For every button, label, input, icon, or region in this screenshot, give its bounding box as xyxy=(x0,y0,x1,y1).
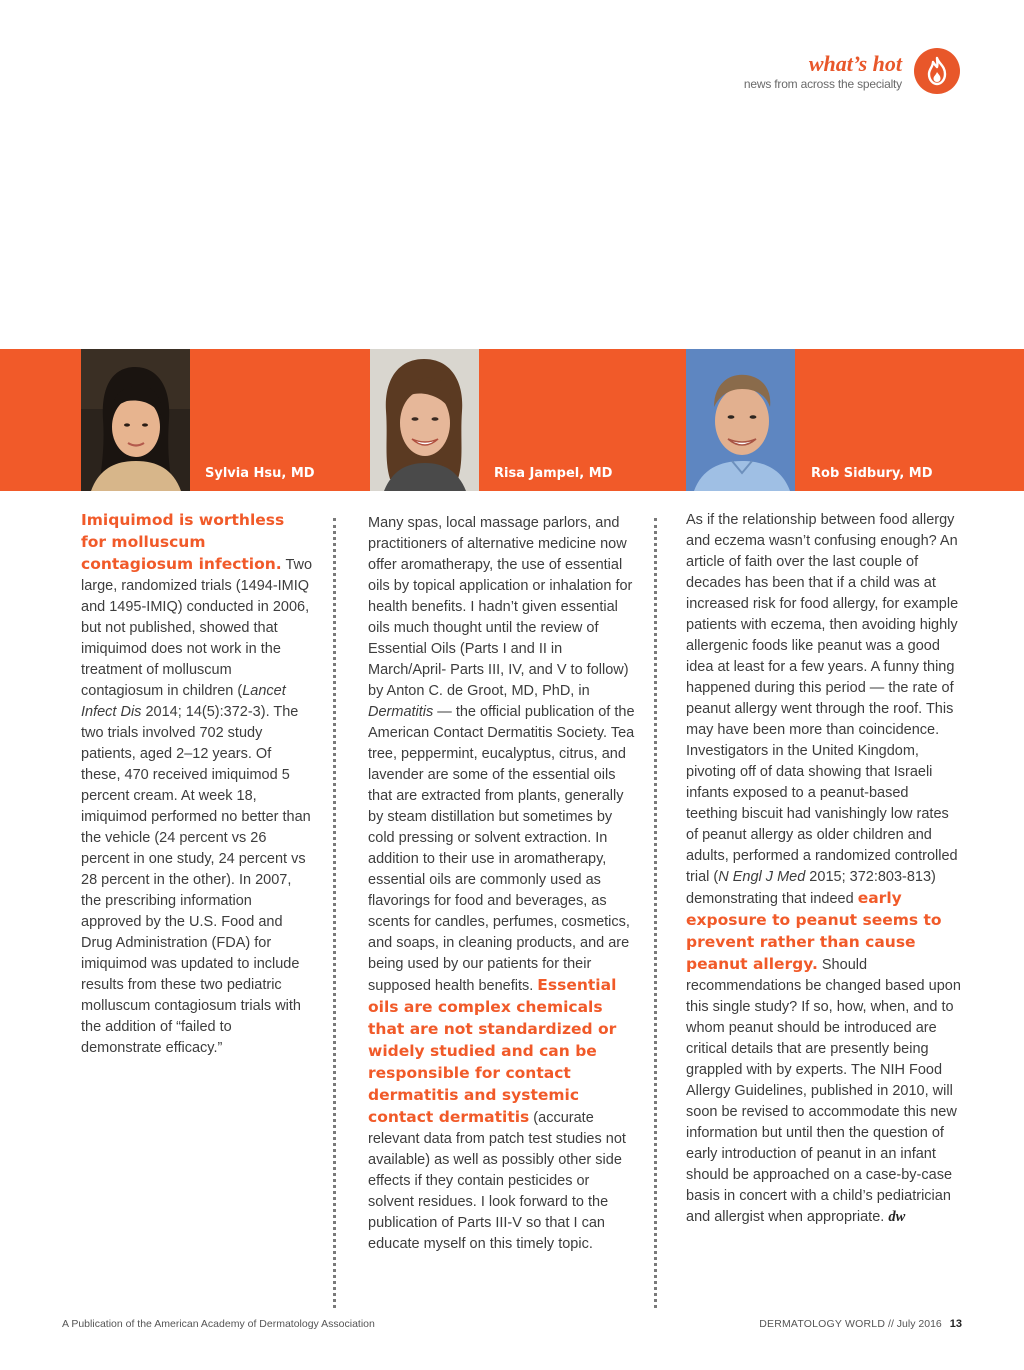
section-subtitle: news from across the specialty xyxy=(743,77,902,91)
article-column-essential-oils xyxy=(368,513,638,1255)
footer-publication: DERMATOLOGY WORLD xyxy=(759,1318,886,1330)
section-header-text xyxy=(744,51,902,91)
article-column-peanut-allergy xyxy=(686,510,961,1228)
body-text: Should recommendations be changed based upon this single study? If so, how, when, and to whom peanut should be introduced are critical details that are presently being grappled with by experts. The NIH Food Allergy Guidelines, published in 2010, will soon be revised to accommodate this new information but until then the question of early introduction of peanut in an infant should be approached on a case-by-case basis in concert with a child’s pediatrician and allergist when appropriate. xyxy=(686,957,961,1225)
headline-imiquimod: Imiquimod is worthless for molluscum contagiosum infection. xyxy=(81,511,285,573)
contributor-photo-hsu xyxy=(81,349,190,491)
article-column-imiquimod xyxy=(81,510,313,1059)
body-text: (accurate relevant data from patch test studies not available) as well as possibly other side effects if they contain pesticides or solvent residues. I look forward to the publication of Parts III-V so that I can educate myself on this timely topic. xyxy=(368,1110,626,1252)
citation-journal: N Engl J Med xyxy=(718,869,806,885)
highlight-peanut: early exposure to peanut seems to prevent rather than cause peanut allergy. xyxy=(686,889,942,973)
signoff-mark: dw xyxy=(888,1209,906,1225)
footer-date: // July 2016 xyxy=(885,1318,942,1330)
highlight-essential-oils: Essential oils are complex chemicals that are not standardized or widely studied and can be responsible for contact dermatitis and systemic contact dermatitis xyxy=(368,976,617,1126)
page-number: 13 xyxy=(949,1318,962,1330)
contributor-name-jampel: Risa Jampel, MD xyxy=(494,466,613,481)
citation-journal: Dermatitis xyxy=(368,704,434,720)
body-text: — the official publication of the American Contact Dermatitis Society. Tea tree, peppermint, eucalyptus, citrus, and lavender are some of the essential oils that are extracted from plants, generally by steam distillation but sometimes by cold pressing or solvent extraction. In addition to their use in aromatherapy, essential oils are commonly used as flavorings for food and beverages, as scents for candles, perfumes, cosmetics, and soaps, in cleaning products, and are being used by our patients for their supposed health benefits. xyxy=(368,704,635,994)
body-text: Many spas, local massage parlors, and practitioners of alternative medicine now offer aromatherapy, the use of essential oils by topical application or inhalation for health benefits. I hadn’t given essential oils much thought until the review of Essential Oils (Parts I and II in March/April- Parts III, IV, and V to follow) by Anton C. de Groot, MD, PhD, in xyxy=(368,515,633,699)
section-title: what’s hot xyxy=(808,51,902,76)
flame-icon xyxy=(914,48,960,94)
contributor-photo-sidbury xyxy=(686,349,795,491)
footer-issue xyxy=(759,1318,962,1330)
footer-publisher: A Publication of the American Academy of Dermatology Association xyxy=(62,1318,375,1330)
body-text: 2015; 372:803-813) demonstrating that indeed xyxy=(686,869,936,907)
column-divider xyxy=(333,518,336,1308)
body-text: As if the relationship between food allergy and eczema wasn’t confusing enough? An article of faith over the last couple of decades has been that if a child was at increased risk for food allergy, for example patients with eczema, then avoiding highly allergenic foods like peanut was a good idea at least for a few years. A funny thing happened during this period — the rate of peanut allergy went through the roof. This may have been more than coincidence. Investigators in the United Kingdom, pivoting off of data showing that Israeli infants exposed to a peanut-based teething biscuit had vanishingly low rates of peanut allergy as older children and adults, performed a randomized controlled trial ( xyxy=(686,512,959,885)
body-text: Two large, randomized trials (1494-IMIQ and 1495-IMIQ) conducted in 2006, but not published, showed that imiquimod does not work in the treatment of molluscum contagiosum in children ( xyxy=(81,557,313,699)
citation-journal: Lancet Infect Dis xyxy=(81,683,286,720)
section-header xyxy=(744,48,960,94)
contributor-name-hsu: Sylvia Hsu, MD xyxy=(205,466,315,481)
column-divider xyxy=(654,518,657,1308)
body-text: 2014; 14(5):372-3). The two trials involved 702 study patients, aged 2–12 years. Of these, 470 received imiquimod 5 percent cream. At week 18, imiquimod performed no better than the vehicle (24 percent vs 26 percent in one study, 24 percent vs 28 percent in the other). In 2007, the prescribing information approved by the U.S. Food and Drug Administration (FDA) for imiquimod was updated to include results from these two pediatric molluscum contagiosum trials with the addition of “failed to demonstrate efficacy.” xyxy=(81,704,311,1056)
contributors-band xyxy=(0,349,1024,491)
contributor-photo-jampel xyxy=(370,349,479,491)
contributor-name-sidbury: Rob Sidbury, MD xyxy=(811,466,933,481)
